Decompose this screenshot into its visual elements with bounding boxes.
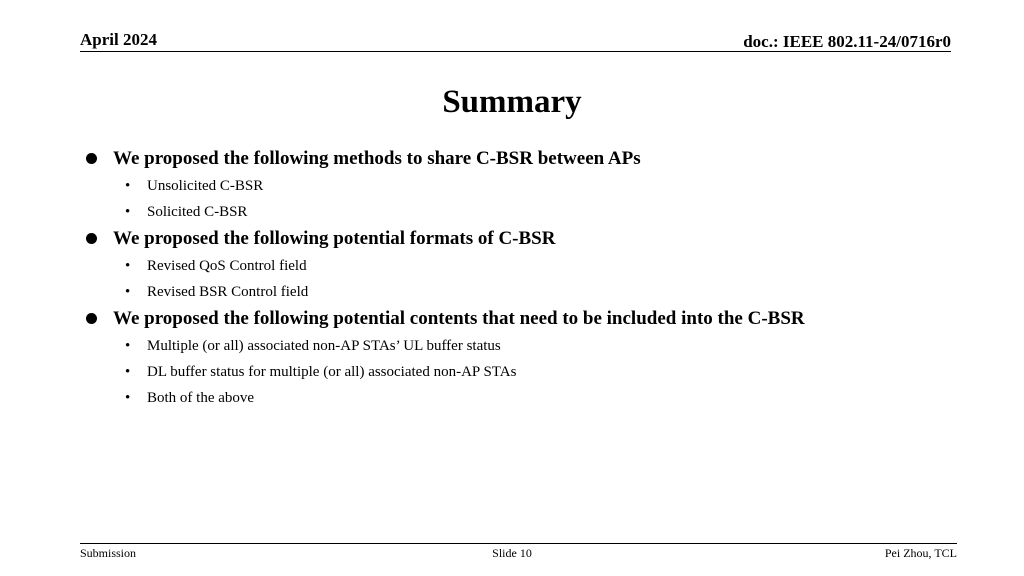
sub-bullet-text: Unsolicited C-BSR — [147, 178, 264, 194]
sub-bullet-item — [84, 199, 964, 225]
sub-bullet-item — [84, 173, 964, 199]
bullet-item — [84, 225, 964, 253]
bullet-dot-icon — [86, 233, 97, 244]
sub-bullet-text: Multiple (or all) associated non-AP STAs’ UL buffer status — [147, 338, 501, 354]
footer-submission: Submission — [80, 546, 137, 560]
sub-bullet-icon: • — [125, 284, 131, 300]
slide-title: Summary — [442, 84, 582, 120]
sub-bullet-icon: • — [125, 258, 131, 274]
sub-bullet-text: Both of the above — [147, 390, 255, 406]
sub-bullet-icon: • — [125, 178, 131, 194]
sub-bullet-text: Solicited C-BSR — [147, 204, 248, 220]
header-doc-id: doc.: IEEE 802.11-24/0716r0 — [743, 32, 951, 51]
sub-bullet-item — [84, 359, 964, 385]
sub-bullet-item — [84, 253, 964, 279]
bullet-list — [84, 145, 964, 411]
bullet-dot-icon — [86, 153, 97, 164]
bullet-text: We proposed the following potential formats of C-BSR — [113, 228, 556, 249]
header-date: April 2024 — [80, 30, 157, 49]
footer-author: Pei Zhou, TCL — [884, 546, 957, 560]
sub-bullet-text: DL buffer status for multiple (or all) associated non-AP STAs — [147, 364, 517, 380]
bullet-text: We proposed the following methods to share C-BSR between APs — [113, 148, 641, 169]
sub-bullet-item — [84, 333, 964, 359]
sub-bullet-text: Revised BSR Control field — [147, 284, 309, 300]
sub-bullet-icon: • — [125, 390, 131, 406]
footer-slide-number: Slide 10 — [492, 546, 532, 560]
sub-bullet-icon: • — [125, 338, 131, 354]
bullet-item — [84, 305, 964, 333]
bullet-text: We proposed the following potential contents that need to be included into the C-BSR — [113, 308, 805, 329]
sub-bullet-item — [84, 279, 964, 305]
bullet-dot-icon — [86, 313, 97, 324]
header-divider — [80, 51, 951, 52]
sub-bullet-icon: • — [125, 204, 131, 220]
sub-bullet-icon: • — [125, 364, 131, 380]
footer-divider — [80, 543, 957, 544]
sub-bullet-text: Revised QoS Control field — [147, 258, 307, 274]
sub-bullet-item — [84, 385, 964, 411]
bullet-item — [84, 145, 964, 173]
